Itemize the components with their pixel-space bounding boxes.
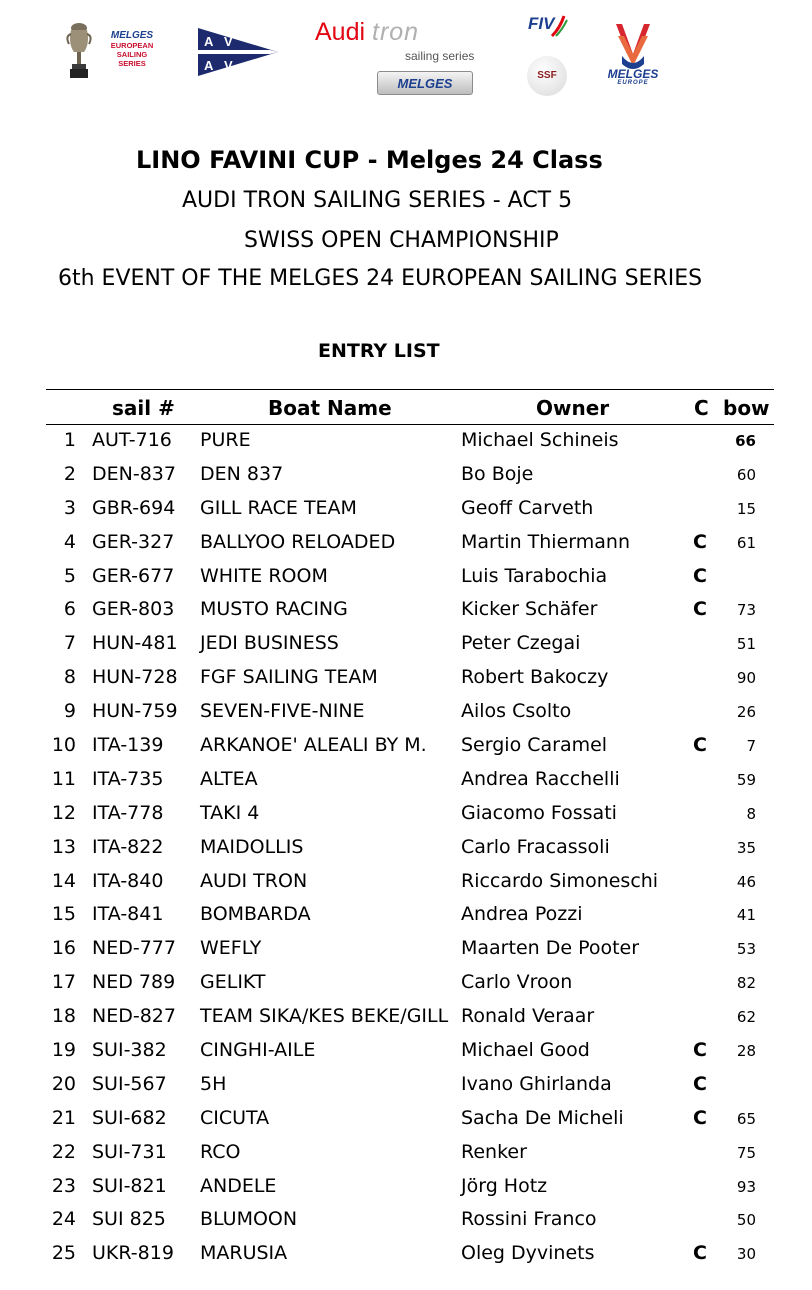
sail-number: ITA-139 <box>92 734 164 757</box>
bow-number: 90 <box>736 669 756 688</box>
sponsor-logo-strip <box>0 0 812 120</box>
table-row <box>46 866 774 900</box>
header-sail: sail # <box>112 396 175 420</box>
owner-name: Jörg Hotz <box>461 1174 548 1197</box>
header-owner: Owner <box>536 396 610 420</box>
sail-number: DEN-837 <box>92 462 176 485</box>
owner-name: Sacha De Micheli <box>461 1106 624 1129</box>
ava-letter-a1: A <box>204 34 214 49</box>
table-row <box>46 1204 774 1238</box>
bow-number: 53 <box>736 940 756 959</box>
row-number: 13 <box>51 835 76 858</box>
event-subtitle-championship: SWISS OPEN CHAMPIONSHIP <box>244 228 559 253</box>
bow-number: 60 <box>736 465 756 484</box>
sail-number: HUN-481 <box>92 632 178 655</box>
bow-number: 35 <box>736 838 756 857</box>
row-number: 20 <box>51 1072 76 1095</box>
sail-number: SUI 825 <box>92 1208 166 1231</box>
row-number: 15 <box>51 903 76 926</box>
event-title: LINO FAVINI CUP - Melges 24 Class <box>136 146 603 174</box>
sail-number: GER-677 <box>92 564 175 587</box>
bow-number: 65 <box>736 1109 756 1128</box>
table-row <box>46 1238 774 1272</box>
swiss-sailing-logo: SSF <box>527 56 567 96</box>
sail-number: SUI-567 <box>92 1072 167 1095</box>
melges-badge-logo: MELGES <box>377 71 473 95</box>
boat-name: FGF SAILING TEAM <box>200 666 378 689</box>
sail-number: GBR-694 <box>92 496 176 519</box>
boat-name: CICUTA <box>200 1106 270 1129</box>
table-row <box>46 730 774 764</box>
event-subtitle-series: AUDI TRON SAILING SERIES - ACT 5 <box>182 188 573 213</box>
owner-name: Carlo Vroon <box>461 971 573 994</box>
row-number: 22 <box>51 1140 76 1163</box>
c-flag: C <box>693 1106 707 1129</box>
boat-name: CINGHI-AILE <box>200 1039 316 1062</box>
sail-number: SUI-821 <box>92 1174 167 1197</box>
bow-number: 46 <box>736 872 756 891</box>
boat-name: AUDI TRON <box>200 869 308 892</box>
c-flag: C <box>693 1072 707 1095</box>
boat-name: RCO <box>200 1140 241 1163</box>
boat-name: MUSTO RACING <box>200 598 348 621</box>
tron-wordmark: tron <box>372 18 420 46</box>
sail-number: NED-827 <box>92 1005 176 1028</box>
bow-number: 59 <box>736 770 756 789</box>
table-row <box>46 798 774 832</box>
row-number: 1 <box>63 429 76 451</box>
owner-name: Ailos Csolto <box>461 700 572 723</box>
table-row <box>46 662 774 696</box>
sail-number: SUI-382 <box>92 1039 167 1062</box>
owner-name: Rossini Franco <box>461 1208 597 1231</box>
bow-number: 26 <box>736 703 756 722</box>
table-header <box>46 390 774 424</box>
row-number: 21 <box>51 1106 76 1129</box>
boat-name: JEDI BUSINESS <box>200 632 339 655</box>
c-flag: C <box>693 734 707 757</box>
row-number: 8 <box>63 666 76 689</box>
ava-letter-v1: V <box>224 34 233 49</box>
header-boat-name: Boat Name <box>268 396 392 420</box>
row-number: 14 <box>51 869 76 892</box>
sail-number: UKR-819 <box>92 1242 174 1265</box>
sail-number: GER-803 <box>92 598 175 621</box>
entry-list-table <box>46 389 774 1272</box>
sail-number: ITA-841 <box>92 903 164 926</box>
boat-name: GILL RACE TEAM <box>200 496 357 519</box>
owner-name: Riccardo Simoneschi <box>461 869 659 892</box>
sail-number: NED 789 <box>92 971 176 994</box>
bow-number: 62 <box>736 1008 756 1027</box>
owner-name: Renker <box>461 1140 527 1163</box>
owner-name: Ivano Ghirlanda <box>461 1072 612 1095</box>
c-flag: C <box>693 1039 707 1062</box>
owner-name: Giacomo Fossati <box>461 801 617 824</box>
owner-name: Luis Tarabochia <box>461 564 608 587</box>
row-number: 3 <box>63 496 76 519</box>
table-row <box>46 1171 774 1205</box>
owner-name: Ronald Veraar <box>461 1005 595 1028</box>
row-number: 19 <box>51 1039 76 1062</box>
entry-list-title: ENTRY LIST <box>318 340 440 362</box>
c-flag: C <box>693 530 707 553</box>
boat-name: ANDELE <box>200 1174 277 1197</box>
sailing-series-subtitle: sailing series <box>405 49 475 63</box>
boat-name: WEFLY <box>200 937 262 960</box>
ava-letter-a2: A <box>204 58 214 73</box>
boat-name: MARUSIA <box>200 1242 288 1265</box>
owner-name: Bo Boje <box>461 462 534 485</box>
bow-number: 15 <box>736 499 756 518</box>
trophy-icon <box>64 22 94 80</box>
row-number: 18 <box>51 1005 76 1028</box>
table-row <box>46 1035 774 1069</box>
sail-number: HUN-728 <box>92 666 178 689</box>
owner-name: Oleg Dyvinets <box>461 1242 595 1265</box>
c-flag: C <box>693 598 707 621</box>
bow-number: 28 <box>736 1042 756 1061</box>
table-row <box>46 1069 774 1103</box>
boat-name: TEAM SIKA/KES BEKE/GILL <box>200 1005 449 1028</box>
table-row <box>46 899 774 933</box>
owner-name: Carlo Fracassoli <box>461 835 610 858</box>
audi-wordmark: Audi <box>315 18 366 46</box>
boat-name: BLUMOON <box>200 1208 298 1231</box>
table-row <box>46 628 774 662</box>
bow-number: 93 <box>736 1177 756 1196</box>
owner-name: Martin Thiermann <box>461 530 630 553</box>
table-row <box>46 493 774 527</box>
table-row <box>46 1103 774 1137</box>
table-body <box>46 425 774 1272</box>
boat-name: ALTEA <box>200 767 258 790</box>
boat-name: WHITE ROOM <box>200 564 328 587</box>
sail-number: ITA-778 <box>92 801 164 824</box>
bow-number: 82 <box>736 974 756 993</box>
c-flag: C <box>693 1242 707 1265</box>
bow-number: 75 <box>736 1143 756 1162</box>
table-row <box>46 459 774 493</box>
row-number: 9 <box>63 700 76 723</box>
boat-name: DEN 837 <box>200 462 284 485</box>
boat-name: 5H <box>200 1072 227 1095</box>
owner-name: Michael Good <box>461 1039 590 1062</box>
row-number: 7 <box>63 632 76 655</box>
sail-number: ITA-822 <box>92 835 164 858</box>
euro-logo-line1: EUROPEAN <box>110 41 154 50</box>
event-subtitle-european-series: 6th EVENT OF THE MELGES 24 EUROPEAN SAILING SERIES <box>58 266 703 291</box>
sail-number: AUT-716 <box>92 429 172 451</box>
table-row <box>46 425 774 459</box>
table-row <box>46 527 774 561</box>
boat-name: SEVEN-FIVE-NINE <box>200 700 365 723</box>
sail-number: ITA-735 <box>92 767 164 790</box>
melges-europe-sub: EUROPE <box>617 80 649 86</box>
boat-name: ARKANOE' ALEALI BY M. <box>200 734 427 757</box>
melges-europe-brand: MELGES <box>607 67 659 81</box>
row-number: 24 <box>51 1208 76 1231</box>
euro-logo-brand: MELGES <box>110 30 154 41</box>
sail-number: ITA-840 <box>92 869 164 892</box>
bow-number: 7 <box>746 737 756 756</box>
euro-logo-line3: SERIES <box>118 59 146 68</box>
header-c: C <box>694 396 709 420</box>
table-row <box>46 696 774 730</box>
sail-number: NED-777 <box>92 937 176 960</box>
boat-name: MAIDOLLIS <box>200 835 304 858</box>
table-row <box>46 1137 774 1171</box>
owner-name: Sergio Caramel <box>461 734 608 757</box>
row-number: 11 <box>51 767 76 790</box>
bow-number: 41 <box>736 906 756 925</box>
table-row <box>46 561 774 595</box>
sail-number: SUI-731 <box>92 1140 167 1163</box>
boat-name: BALLYOO RELOADED <box>200 530 396 553</box>
sail-number: HUN-759 <box>92 700 178 723</box>
row-number: 12 <box>51 801 76 824</box>
owner-name: Michael Schineis <box>461 429 619 451</box>
owner-name: Andrea Pozzi <box>461 903 583 926</box>
sail-number: SUI-682 <box>92 1106 167 1129</box>
ava-letter-v2: V <box>224 58 233 73</box>
melges-european-sailing-series-logo <box>96 30 168 68</box>
bow-number: 8 <box>746 804 756 823</box>
row-number: 23 <box>51 1174 76 1197</box>
boat-name: TAKI 4 <box>200 801 260 824</box>
boat-name: GELIKT <box>200 971 266 994</box>
owner-name: Maarten De Pooter <box>461 937 640 960</box>
boat-name: BOMBARDA <box>200 903 311 926</box>
bow-number: 73 <box>736 601 756 620</box>
boat-name: PURE <box>200 429 251 451</box>
table-row <box>46 594 774 628</box>
table-row <box>46 967 774 1001</box>
owner-name: Kicker Schäfer <box>461 598 598 621</box>
euro-logo-line2: SAILING <box>116 50 148 59</box>
bow-number: 66 <box>735 432 756 450</box>
table-row <box>46 764 774 798</box>
row-number: 2 <box>63 462 76 485</box>
table-row <box>46 832 774 866</box>
bow-number: 30 <box>736 1245 756 1264</box>
row-number: 10 <box>51 734 76 757</box>
row-number: 5 <box>63 564 76 587</box>
melges-europe-wordmark <box>588 68 678 87</box>
c-flag: C <box>693 564 707 587</box>
bow-number: 50 <box>736 1211 756 1230</box>
row-number: 4 <box>63 530 76 553</box>
fiv-logo: FIV <box>528 14 555 33</box>
sail-number: GER-327 <box>92 530 175 553</box>
owner-name: Robert Bakoczy <box>461 666 609 689</box>
bow-number: 61 <box>736 533 756 552</box>
row-number: 17 <box>51 971 76 994</box>
bow-number: 51 <box>736 635 756 654</box>
owner-name: Peter Czegai <box>461 632 581 655</box>
owner-name: Geoff Carveth <box>461 496 594 519</box>
row-number: 16 <box>51 937 76 960</box>
audi-tron-logo <box>315 18 419 47</box>
owner-name: Andrea Racchelli <box>461 767 620 790</box>
header-bow: bow <box>723 396 770 420</box>
row-number: 25 <box>51 1242 76 1265</box>
table-row <box>46 933 774 967</box>
table-row <box>46 1001 774 1035</box>
row-number: 6 <box>63 598 76 621</box>
ava-burgee-logo <box>198 28 278 76</box>
fiv-swoosh-icon <box>550 14 568 38</box>
